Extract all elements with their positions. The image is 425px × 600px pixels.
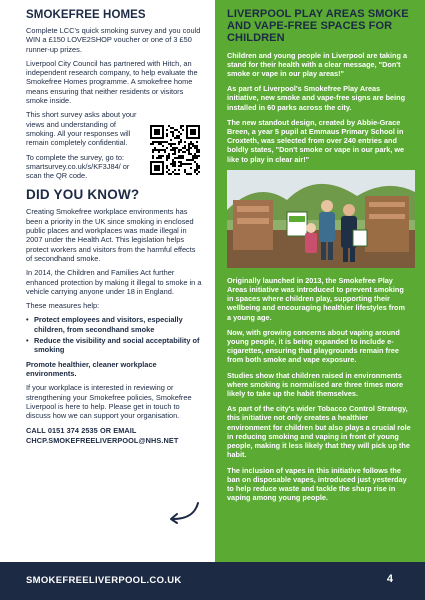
qr-code-icon[interactable]	[150, 125, 200, 175]
page-number: 4	[386, 573, 393, 585]
did-you-know-heading: DID YOU KNOW?	[26, 187, 140, 203]
playground-photo	[227, 170, 415, 268]
left-column	[0, 0, 212, 562]
article-paragraph: The inclusion of vapes in this initiative follows the ban on disposable vapes, introduced just yesterday to help reduce waste and tackle the sharp rise in vaping among young people.	[227, 465, 407, 503]
survey-link-text[interactable]: To complete the survey, go to: smartsurvey.co.uk/s/KF3J84/ or scan the QR code.	[26, 152, 130, 181]
article-paragraph: The new standout design, created by Abbie-Grace Breen, a year 5 pupil at Emmaus Primary School in Croxteth, was selected from over 240 entries and boldly states, "Don't smoke or vape in our park, we like to play in clear air!"	[227, 117, 405, 164]
article-paragraph: Now, with growing concerns about vaping around young people, it is being expanded to include e-cigarettes, ensuring that playgrounds remain free from both smoke and vape exposure.	[227, 327, 400, 365]
contact-email-link[interactable]: CHCP.SMOKEFREELIVERPOOL@NHS.NET	[26, 436, 179, 446]
contact-block	[26, 426, 202, 446]
smokefree-homes-heading: SMOKEFREE HOMES	[26, 9, 146, 21]
article-paragraph: As part of the city's wider Tobacco Control Strategy, this initiative not only creates a healthier environment for children but also plays a crucial role in reducing smoking and vaping in front of young people, making it less likely that they will pick up the habit.	[227, 404, 411, 460]
play-areas-heading: LIVERPOOL PLAY AREAS SMOKE AND VAPE-FREE SPACES FOR CHILDREN	[227, 8, 409, 45]
contact-phone[interactable]: CALL 0151 374 2535 OR EMAIL	[26, 426, 137, 436]
list-item: • Reduce the visibility and social acceptability of smoking	[26, 336, 202, 355]
footer-website-link[interactable]: SMOKEFREELIVERPOOL.CO.UK	[26, 575, 182, 586]
footer-bar	[0, 562, 425, 600]
workplace-history-text: Creating Smokefree workplace environments has been a priority in the UK since smoking in enclosed public places and workplaces was made illegal in 2007 under the Health Act. This legislation helps protect workers and visitors from the harmful effects of secondhand smoke.	[26, 207, 196, 263]
workplace-support-text: If your workplace is interested in reviewing or strengthening your Smokefree policies, Smokefree Liverpool is here to help. Please get in touch to discuss how we can support your organisation.	[26, 383, 192, 421]
article-paragraph: Originally launched in 2013, the Smokefree Play Areas initiative was introduced to prevent smoking in spaces where children play, supporting their wellbeing and encouraging healthier lifestyles from a young age.	[227, 275, 406, 322]
measures-intro-text: These measures help:	[26, 301, 100, 311]
right-column	[215, 0, 425, 562]
list-item: • Protect employees and visitors, especially children, from secondhand smoke	[26, 315, 202, 334]
partnership-text: Liverpool City Council has partnered with Hitch, an independent research company, to help evaluate the Smokefree Homes programme. A smokefree home means ensuring that neither residents or visitors smoke inside.	[26, 58, 198, 106]
article-paragraph: Studies show that children raised in environments where smoking is normalised are three times more likely to take up the habit themselves.	[227, 370, 404, 399]
promote-text: Promote healthier, cleaner workplace environments.	[26, 359, 157, 378]
article-paragraph: As part of Liverpool's Smokefree Play Areas initiative, new smoke and vape-free signs are being installed in 60 parks across the city.	[227, 84, 406, 112]
curved-arrow-icon	[165, 500, 201, 524]
article-paragraph: Children and young people in Liverpool are taking a stand for their health with a clear message, "Don't smoke or vape in our play areas!"	[227, 50, 408, 79]
children-families-act-text: In 2014, the Children and Families Act further enhanced protection by making it illegal to smoke in a vehicle carrying anyone under 18 in England.	[26, 268, 202, 296]
confidential-text: This short survey asks about your views and understanding of smoking. All your responses will remain completely confidential.	[26, 110, 137, 148]
survey-prize-text: Complete LCC's quick smoking survey and you could WIN a £150 LOVE2SHOP voucher or one of 3 £50 runner-up prizes.	[26, 26, 201, 54]
survey-block	[26, 110, 202, 180]
measures-list	[26, 315, 202, 354]
